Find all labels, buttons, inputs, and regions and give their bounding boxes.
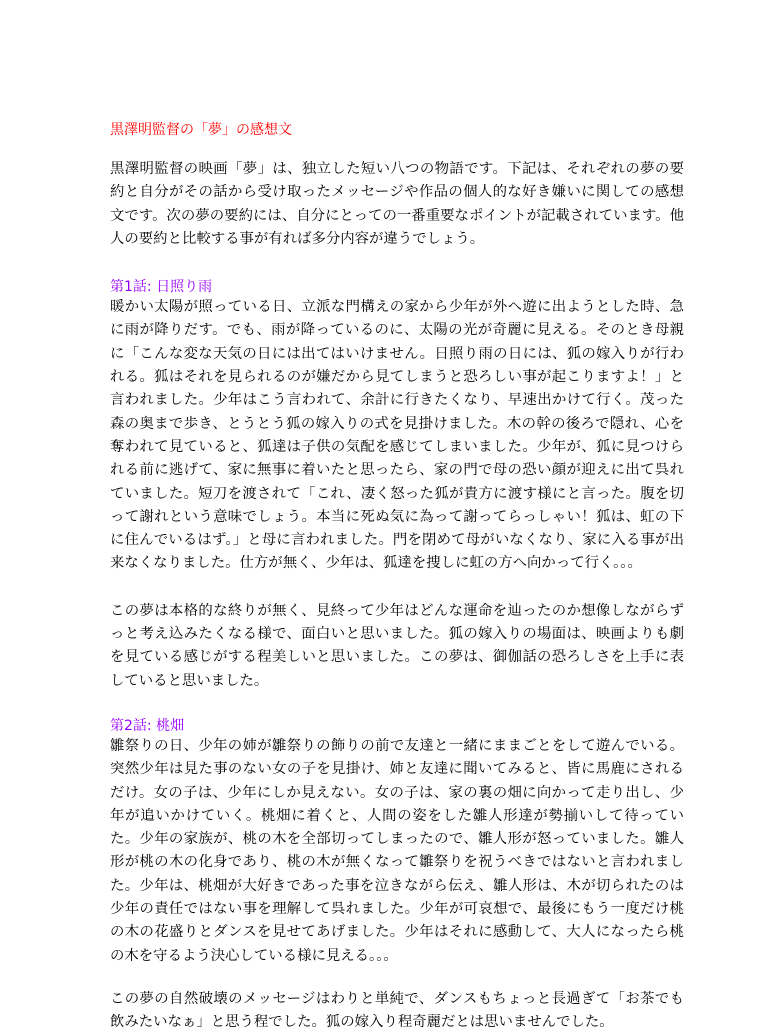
section-2-summary: 雛祭りの日、少年の姉が雛祭りの飾りの前で友達と一緒にままごとをして遊んでいる。突然少年は見た事のない女の子を見掛け、姉と友達に聞いてみると、皆に馬鹿にされるだけ。女の子は、少年にしか見えない。女の子は、家の裏の畑に向かって走り出し、少年が追いかけていく。桃畑に着くと、人間の姿をした雛人形達が勢揃いして待っていた。少年の家族が、桃の木を全部切ってしまったので、雛人形が怒っていました。雛人形が桃の木の化身であり、桃の木が無くなって雛祭りを祝うべきではないと言われました。少年は、桃畑が大好きであった事を泣きながら伝え、雛人形は、木が切られたのは少年の責任ではない事を理解して呉れました。少年が可哀想で、最後にもう一度だけ桃の木の花盛りとダンスを見せてあげました。少年はそれに感動して、大人になったら桃の木を守るよう決心している様に見える。。。: [110, 737, 684, 964]
intro-paragraph: 黒澤明監督の映画「夢」は、独立した短い八つの物語です。下記は、それぞれの夢の要約と自分がその話から受け取ったメッセージや作品の個人的な好き嫌いに関しての感想文です。次の夢の要約には、自分にとっての一番重要なポイントが記載されています。他人の要約と比較する事が有れば多分内容が違うでしょう。: [110, 161, 684, 247]
spacer: [110, 576, 684, 600]
section-heading-1: 第1話: 日照り雨: [110, 279, 213, 296]
section-heading-2: 第2話: 桃畑: [110, 717, 185, 734]
document-page: [110, 120, 684, 1035]
section-2-impression: この夢の自然破壊のメッセージはわりと単純で、ダンスもちょっと長過ぎて「お茶でも飲みたいなぁ」と思う程でした。狐の嫁入り程奇麗だとは思いませんでした。: [110, 990, 684, 1031]
section-1-impression: この夢は本格的な終りが無く、見終って少年はどんな運命を辿ったのか想像しながらずっと考え込みたくなる様で、面白いと思いました。狐の嫁入りの場面は、映画よりも劇を見ている感じがする程美しいと思いました。この夢は、御伽話の恐ろしさを上手に表していると思いました。: [110, 602, 684, 689]
spacer: [110, 251, 684, 278]
spacer: [110, 968, 684, 988]
section-1-summary: 暖かい太陽が照っている日、立派な門構えの家から少年が外へ遊に出ようとした時、急に雨が降りだす。でも、雨が降っているのに、太陽の光が奇麗に見える。そのとき母親に「こんな変な天気の日には出てはいけません。日照り雨の日には、狐の嫁入りが行われる。狐はそれを見られるのが嫌だから見てしまうと恐ろしい事が起こりますよ！」と言われました。少年はこう言われて、余計に行きたくなり、早速出かけて行く。茂った森の奥まで歩き、とうとう狐の嫁入りの式を見掛けました。木の幹の後ろで隠れ、心を奪われて見ていると、狐達は子供の気配を感じてしまいました。少年が、狐に見つけられる前に逃げて、家に無事に着いたと思ったら、家の門で母の恐い顔が迎えに出て呉れていました。短刀を渡されて「これ、凄く怒った狐が貴方に渡す様にと言った。腹を切って謝れという意味でしょう。本当に死ぬ気に為って謝ってらっしゃい！狐は、虹の下に住んでいるはず。」と母に言われました。門を閉めて母がいなくなり、家に入る事が出来なくなりました。仕方が無く、少年は、狐達を捜しに虹の方へ向かって行く。。。: [110, 299, 684, 572]
spacer: [110, 693, 684, 717]
document-title: 黒澤明監督の「夢」の感想文: [110, 122, 292, 138]
